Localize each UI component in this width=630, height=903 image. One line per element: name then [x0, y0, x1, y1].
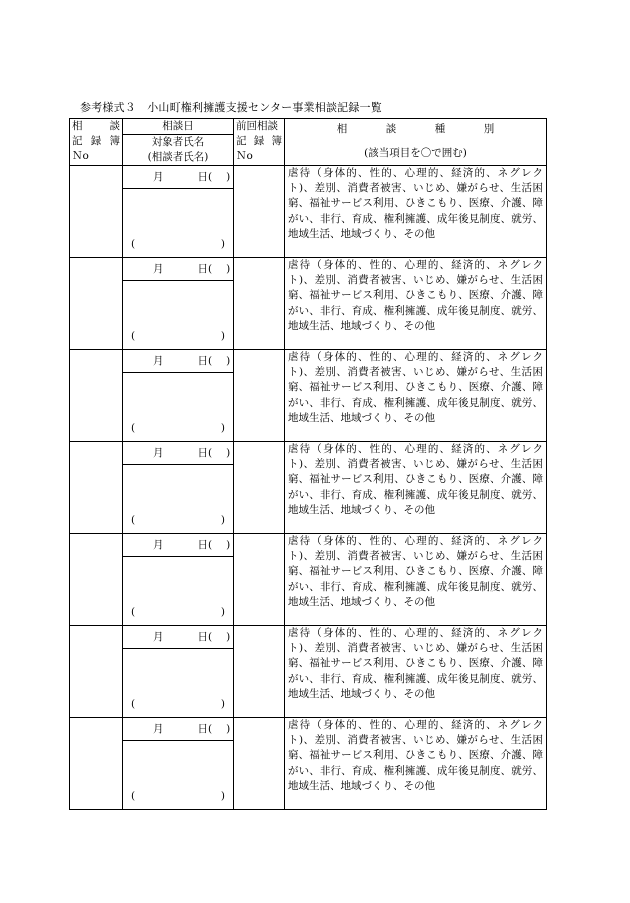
subject-name-cell[interactable]	[123, 649, 233, 717]
prev-record-no-cell[interactable]	[234, 718, 285, 810]
category-list: 虐待（身体的、性的、心理的、経済的、ネグレクト)、差別、消費者被害、いじめ、嫌がらせ、生活困窮、福祉サービス利用、ひきこもり、医療、介護、障がい、非行、育成、権利擁護、成年後見制度、就労、地域生活、地域づくり、その他	[288, 259, 543, 332]
day-label: 日(	[197, 630, 213, 643]
consult-type-cell[interactable]	[285, 442, 547, 534]
consult-date-cell[interactable]	[123, 626, 233, 649]
record-no-cell[interactable]	[70, 442, 123, 534]
consult-type-cell[interactable]	[285, 718, 547, 810]
subject-name-cell[interactable]	[123, 281, 233, 349]
consult-date-cell[interactable]	[123, 718, 233, 741]
consult-date-cell[interactable]	[123, 166, 233, 189]
month-label: 月	[153, 538, 164, 551]
consult-type-cell[interactable]	[285, 626, 547, 718]
category-list: 虐待（身体的、性的、心理的、経済的、ネグレクト)、差別、消費者被害、いじめ、嫌がらせ、生活困窮、福祉サービス利用、ひきこもり、医療、介護、障がい、非行、育成、権利擁護、成年後見制度、就労、地域生活、地域づくり、その他	[288, 443, 543, 516]
month-label: 月	[153, 354, 164, 367]
header-consultant-name: (相談者氏名)	[147, 151, 209, 163]
month-label: 月	[153, 630, 164, 643]
prev-record-no-cell[interactable]	[234, 166, 285, 258]
paren-open: (	[131, 698, 136, 710]
prev-record-no-cell[interactable]	[234, 534, 285, 626]
form-title: 参考様式３ 小山町権利擁護支援センター事業相談記録一覧	[80, 101, 382, 114]
day-close: )	[226, 538, 231, 551]
paren-close: )	[220, 606, 225, 618]
header-record-no: 相 談 記 録 簿 Ｎo	[70, 119, 123, 166]
record-no-cell[interactable]	[70, 534, 123, 626]
record-no-cell[interactable]	[70, 258, 123, 350]
consult-type-cell[interactable]	[285, 258, 547, 350]
consult-date-cell[interactable]	[123, 442, 233, 465]
record-no-cell[interactable]	[70, 718, 123, 810]
header-consult-date: 相談日	[123, 119, 233, 135]
prev-record-no-cell[interactable]	[234, 350, 285, 442]
day-close: )	[226, 722, 231, 735]
prev-record-no-cell[interactable]	[234, 258, 285, 350]
header-type-title: 相 談 種 別	[336, 123, 509, 135]
paren-open: (	[131, 514, 136, 526]
record-row	[70, 626, 547, 718]
consultation-record-table	[69, 118, 547, 810]
record-row	[70, 258, 547, 350]
subject-name-cell[interactable]	[123, 557, 233, 625]
paren-open: (	[131, 606, 136, 618]
record-row	[70, 350, 547, 442]
consult-type-cell[interactable]	[285, 350, 547, 442]
header-prev-record-no: 前回相談 記 録 簿 Ｎo	[234, 119, 285, 166]
subject-name-cell[interactable]	[123, 373, 233, 441]
consult-date-cell[interactable]	[123, 534, 233, 557]
consult-type-cell[interactable]	[285, 534, 547, 626]
date-name-cell	[123, 258, 234, 350]
day-label: 日(	[197, 354, 213, 367]
month-label: 月	[153, 262, 164, 275]
category-list: 虐待（身体的、性的、心理的、経済的、ネグレクト)、差別、消費者被害、いじめ、嫌がらせ、生活困窮、福祉サービス利用、ひきこもり、医療、介護、障がい、非行、育成、権利擁護、成年後見制度、就労、地域生活、地域づくり、その他	[288, 351, 543, 424]
month-label: 月	[153, 446, 164, 459]
month-label: 月	[153, 722, 164, 735]
paren-close: )	[220, 422, 225, 434]
date-name-cell	[123, 626, 234, 718]
date-name-cell	[123, 442, 234, 534]
day-close: )	[226, 630, 231, 643]
header-row	[70, 119, 547, 166]
paren-close: )	[220, 790, 225, 802]
paren-open: (	[131, 422, 136, 434]
date-name-cell	[123, 350, 234, 442]
record-row	[70, 718, 547, 810]
paren-open: (	[131, 238, 136, 250]
category-list: 虐待（身体的、性的、心理的、経済的、ネグレクト)、差別、消費者被害、いじめ、嫌がらせ、生活困窮、福祉サービス利用、ひきこもり、医療、介護、障がい、非行、育成、権利擁護、成年後見制度、就労、地域生活、地域づくり、その他	[288, 719, 543, 792]
day-label: 日(	[197, 446, 213, 459]
subject-name-cell[interactable]	[123, 741, 233, 809]
paren-close: )	[220, 330, 225, 342]
header-subject-name: 対象者氏名	[151, 136, 205, 148]
day-close: )	[226, 170, 231, 183]
day-close: )	[226, 446, 231, 459]
paren-close: )	[220, 238, 225, 250]
record-row	[70, 166, 547, 258]
paren-open: (	[131, 330, 136, 342]
date-name-cell	[123, 166, 234, 258]
record-no-cell[interactable]	[70, 166, 123, 258]
record-no-cell[interactable]	[70, 626, 123, 718]
header-type-sub: (該当項目を〇で囲む)	[364, 147, 467, 159]
day-label: 日(	[197, 170, 213, 183]
subject-name-cell[interactable]	[123, 465, 233, 533]
day-label: 日(	[197, 538, 213, 551]
prev-record-no-cell[interactable]	[234, 626, 285, 718]
consult-type-cell[interactable]	[285, 166, 547, 258]
day-close: )	[226, 354, 231, 367]
consult-date-cell[interactable]	[123, 258, 233, 281]
header-consult-type	[285, 119, 547, 166]
category-list: 虐待（身体的、性的、心理的、経済的、ネグレクト)、差別、消費者被害、いじめ、嫌がらせ、生活困窮、福祉サービス利用、ひきこもり、医療、介護、障がい、非行、育成、権利擁護、成年後見制度、就労、地域生活、地域づくり、その他	[288, 627, 543, 700]
date-name-cell	[123, 718, 234, 810]
paren-close: )	[220, 698, 225, 710]
paren-open: (	[131, 790, 136, 802]
month-label: 月	[153, 170, 164, 183]
date-name-cell	[123, 534, 234, 626]
category-list: 虐待（身体的、性的、心理的、経済的、ネグレクト)、差別、消費者被害、いじめ、嫌がらせ、生活困窮、福祉サービス利用、ひきこもり、医療、介護、障がい、非行、育成、権利擁護、成年後見制度、就労、地域生活、地域づくり、その他	[288, 535, 543, 608]
header-date-name	[123, 119, 234, 166]
record-row	[70, 442, 547, 534]
record-no-cell[interactable]	[70, 350, 123, 442]
day-label: 日(	[197, 262, 213, 275]
subject-name-cell[interactable]	[123, 189, 233, 257]
paren-close: )	[220, 514, 225, 526]
category-list: 虐待（身体的、性的、心理的、経済的、ネグレクト)、差別、消費者被害、いじめ、嫌がらせ、生活困窮、福祉サービス利用、ひきこもり、医療、介護、障がい、非行、育成、権利擁護、成年後見制度、就労、地域生活、地域づくり、その他	[288, 167, 543, 240]
record-row	[70, 534, 547, 626]
consult-date-cell[interactable]	[123, 350, 233, 373]
day-close: )	[226, 262, 231, 275]
day-label: 日(	[197, 722, 213, 735]
prev-record-no-cell[interactable]	[234, 442, 285, 534]
